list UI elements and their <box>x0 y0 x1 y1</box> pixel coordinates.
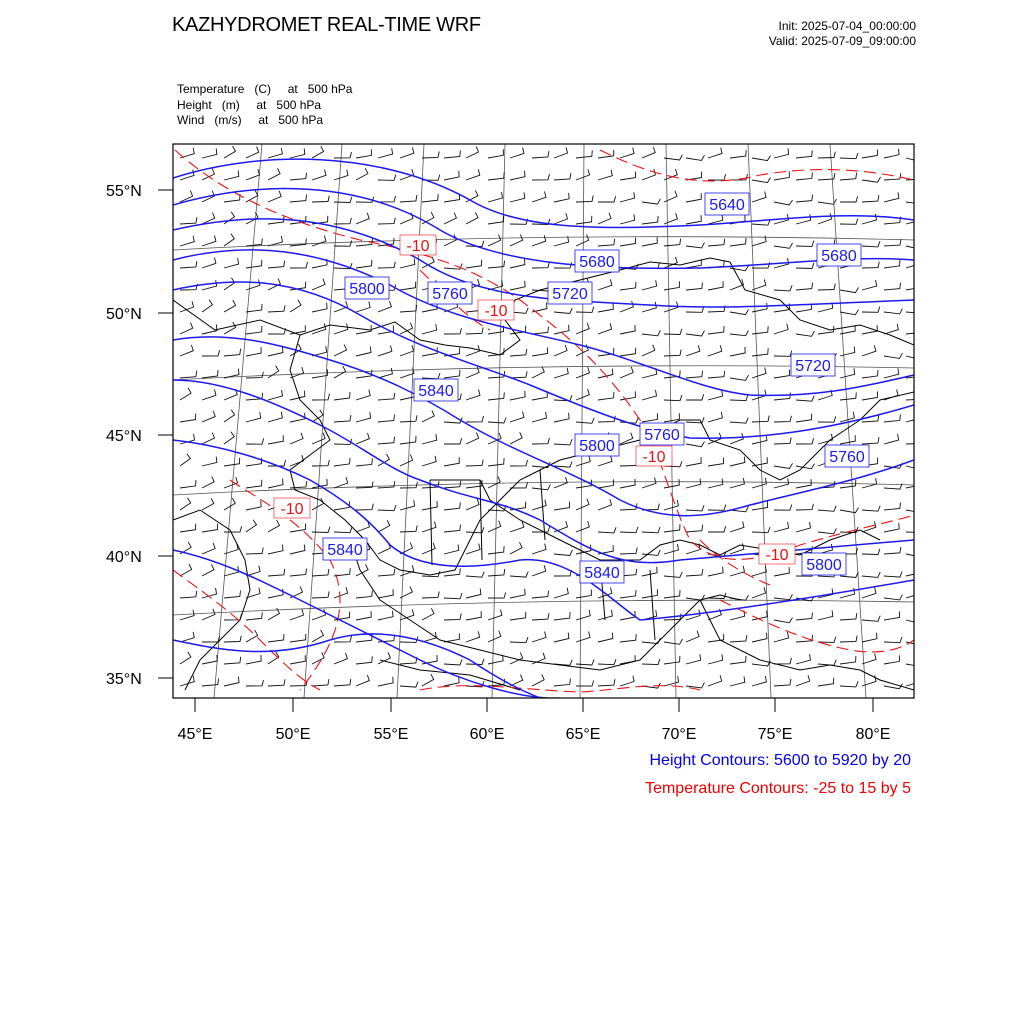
field-height: Height (m) at 500 hPa <box>177 97 322 112</box>
plot-title: KAZHYDROMET REAL-TIME WRF <box>172 14 481 36</box>
lon-tick-label: 80°E <box>855 726 891 743</box>
svg-text:-10: -10 <box>642 449 666 466</box>
lon-tick-label: 75°E <box>757 726 793 743</box>
lon-tick-label: 55°E <box>373 726 409 743</box>
svg-text:5840: 5840 <box>327 542 363 559</box>
latitude-axis <box>106 183 173 688</box>
temperature-contour-label <box>636 446 672 466</box>
field-wind: Wind (m/s) at 500 hPa <box>177 113 324 127</box>
lat-tick-label: 35°N <box>106 671 142 688</box>
svg-text:-10: -10 <box>280 501 304 518</box>
field-temperature: Temperature (C) at 500 hPa <box>177 82 353 96</box>
svg-text:5760: 5760 <box>829 449 865 466</box>
height-contour-label <box>575 434 619 456</box>
lat-tick-label: 50°N <box>106 306 142 323</box>
svg-text:5640: 5640 <box>709 197 745 214</box>
temperature-contour-label <box>400 235 436 255</box>
svg-text:5800: 5800 <box>349 281 385 298</box>
svg-text:5840: 5840 <box>584 565 620 582</box>
svg-text:-10: -10 <box>765 547 789 564</box>
height-contour-label <box>802 553 846 575</box>
height-contour-label <box>705 193 749 215</box>
height-contour-label <box>791 354 835 376</box>
svg-text:-10: -10 <box>406 238 430 255</box>
height-contour-label <box>575 250 619 272</box>
temperature-contour-label <box>478 300 514 320</box>
svg-text:5680: 5680 <box>579 254 615 271</box>
height-contour-label <box>817 244 861 266</box>
lon-tick-label: 60°E <box>469 726 505 743</box>
lon-tick-label: 65°E <box>565 726 601 743</box>
svg-text:5720: 5720 <box>795 358 831 375</box>
temperature-contour-label <box>759 544 795 564</box>
valid-time: Valid: 2025-07-09_09:00:00 <box>768 34 916 48</box>
lat-tick-label: 55°N <box>106 183 142 200</box>
height-contour-label <box>414 379 458 401</box>
svg-text:5720: 5720 <box>552 286 588 303</box>
height-contour-legend: Height Contours: 5600 to 5920 by 20 <box>649 752 911 769</box>
height-contour-label <box>825 445 869 467</box>
lon-tick-label: 70°E <box>661 726 697 743</box>
longitude-axis <box>178 698 891 743</box>
svg-text:5840: 5840 <box>418 383 454 400</box>
temperature-contour-label <box>274 498 310 518</box>
svg-text:5800: 5800 <box>806 557 842 574</box>
svg-text:-10: -10 <box>484 303 508 320</box>
init-time: Init: 2025-07-04_00:00:00 <box>778 19 916 33</box>
svg-text:5800: 5800 <box>579 438 615 455</box>
lat-tick-label: 45°N <box>106 428 142 445</box>
svg-text:5760: 5760 <box>644 427 680 444</box>
lon-tick-label: 45°E <box>177 726 213 743</box>
temperature-contour-legend: Temperature Contours: -25 to 15 by 5 <box>645 780 911 797</box>
svg-text:5680: 5680 <box>821 248 857 265</box>
height-contour-label <box>548 282 592 304</box>
lat-tick-label: 40°N <box>106 549 142 566</box>
height-contour-label <box>580 561 624 583</box>
height-contour-label <box>345 277 389 299</box>
height-contour-label <box>640 423 684 445</box>
lon-tick-label: 50°E <box>275 726 311 743</box>
height-contour-label <box>323 538 367 560</box>
svg-text:5760: 5760 <box>432 286 468 303</box>
height-contour-label <box>428 282 472 304</box>
